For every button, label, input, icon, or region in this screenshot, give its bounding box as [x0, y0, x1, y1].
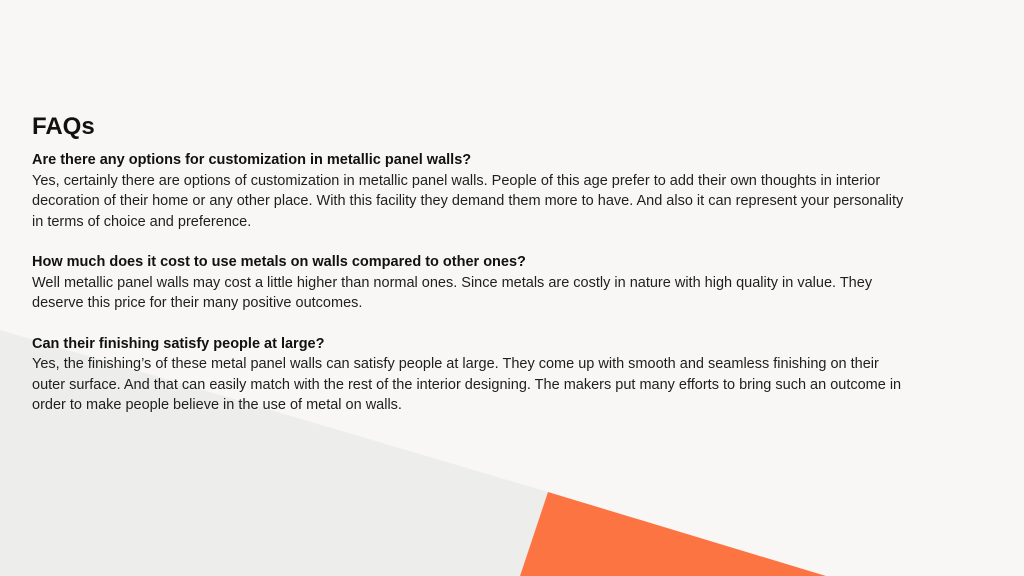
- faq-section: [32, 112, 912, 436]
- faq-question: Are there any options for customization in metallic panel walls?: [32, 152, 472, 168]
- faq-question: Can their finishing satisfy people at large?: [32, 335, 325, 352]
- orange-accent-shape: [520, 492, 826, 576]
- faq-item: [32, 334, 912, 416]
- faq-answer: Yes, the finishing’s of these metal panel walls can satisfy people at large. They come up with smooth and seamless finishing on their outer surface. And that can easily match with the rest of the interior designing. The makers put many efforts to bring such an outcome in order to make people believe in the use of metal on walls.: [32, 356, 902, 413]
- faq-question: How much does it cost to use metals on walls compared to other ones?: [32, 254, 526, 270]
- faq-answer: Well metallic panel walls may cost a little higher than normal ones. Since metals are costly in nature with high quality in value. They deserve this price for their many positive outcomes.: [32, 274, 873, 311]
- faq-answer: Yes, certainly there are options of customization in metallic panel walls. People of this age prefer to add their own thoughts in interior decoration of their home or any other place. With this facility they demand them more to have. And also it can represent your personality in terms of choice and preference.: [32, 172, 904, 230]
- faq-item: [32, 150, 912, 232]
- faq-item: [32, 252, 912, 314]
- page-title: FAQs: [32, 113, 95, 140]
